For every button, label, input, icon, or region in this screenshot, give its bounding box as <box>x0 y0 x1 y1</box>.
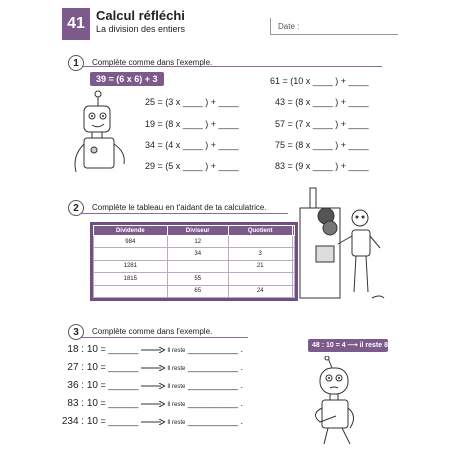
table-cell[interactable] <box>94 248 168 260</box>
col-dividende: Dividende <box>94 226 168 236</box>
robot-illustration-3 <box>306 356 372 446</box>
equals-sign: = <box>100 398 106 408</box>
division-expr: 36 : 10 <box>67 380 98 391</box>
equals-sign: = <box>100 344 106 354</box>
table-row <box>94 248 295 260</box>
exercise-3-badge: 3 <box>68 324 84 340</box>
date-label: Date : <box>278 22 300 31</box>
rest-blank[interactable]: __________ <box>187 362 238 372</box>
table-cell[interactable] <box>167 260 228 272</box>
table-header-row <box>94 226 295 236</box>
arrow-right-icon <box>141 347 165 353</box>
division-row-4 <box>56 398 243 409</box>
exercise-1-example: 39 = (6 x 6) + 3 <box>90 72 164 86</box>
period: . <box>240 344 243 354</box>
date-divider <box>270 18 271 34</box>
equals-sign: = <box>100 362 106 372</box>
eq-left-1[interactable]: 25 = (3 x ____ ) + ____ <box>145 97 239 107</box>
eq-left-4[interactable]: 29 = (5 x ____ ) + ____ <box>145 161 239 171</box>
rest-label: Il reste <box>167 348 186 354</box>
table-cell[interactable]: 34 <box>167 248 228 260</box>
page-subtitle: La division des entiers <box>96 24 186 34</box>
rest-label: Il reste <box>167 366 186 372</box>
table-row <box>94 273 295 285</box>
exercise-2-badge: 2 <box>68 200 84 216</box>
division-expr: 27 : 10 <box>67 362 98 373</box>
exercise-number: 41 <box>62 8 90 40</box>
page-title: Calcul réfléchi <box>96 8 185 23</box>
eq-right-2[interactable]: 43 = (8 x ____ ) + ____ <box>275 97 369 107</box>
table-row <box>94 236 295 248</box>
exercise-3-example: 48 : 10 = 4 ⟶ il reste 8. <box>308 339 388 352</box>
table-cell[interactable]: 65 <box>167 285 228 297</box>
rest-blank[interactable]: __________ <box>187 416 238 426</box>
table-cell[interactable]: 1281 <box>94 260 168 272</box>
rest-blank[interactable]: __________ <box>187 344 238 354</box>
section-divider-3 <box>78 337 248 338</box>
exercise-2-instruction: Complète le tableau en t'aidant de ta calculatrice. <box>92 203 267 212</box>
quotient-blank[interactable]: ______ <box>108 362 139 372</box>
arrow-right-icon <box>141 365 165 371</box>
division-row-1 <box>56 344 243 355</box>
division-row-3 <box>56 380 243 391</box>
period: . <box>240 380 243 390</box>
table-row <box>94 260 295 272</box>
exercise-1-instruction: Complète comme dans l'exemple. <box>92 58 213 67</box>
eq-right-1[interactable]: 61 = (10 x ____ ) + ____ <box>270 76 369 86</box>
period: . <box>240 362 243 372</box>
col-quotient: Quotient <box>228 226 292 236</box>
period: . <box>240 416 243 426</box>
rest-blank[interactable]: __________ <box>187 398 238 408</box>
quotient-blank[interactable]: ______ <box>108 416 139 426</box>
equals-sign: = <box>100 416 106 426</box>
eq-left-3[interactable]: 34 = (4 x ____ ) + ____ <box>145 140 239 150</box>
division-expr: 83 : 10 <box>67 398 98 409</box>
table-cell[interactable]: 55 <box>167 273 228 285</box>
table-cell[interactable]: 1815 <box>94 273 168 285</box>
arrow-right-icon <box>141 401 165 407</box>
eq-right-5[interactable]: 83 = (9 x ____ ) + ____ <box>275 161 369 171</box>
date-line[interactable] <box>270 34 398 35</box>
robot-illustration-2 <box>292 186 392 308</box>
rest-label: Il reste <box>167 402 186 408</box>
table-cell[interactable] <box>94 285 168 297</box>
division-expr: 18 : 10 <box>67 344 98 355</box>
exercise-3-instruction: Complète comme dans l'exemple. <box>92 327 213 336</box>
robot-illustration-1 <box>66 86 136 178</box>
table-cell[interactable]: 984 <box>94 236 168 248</box>
rest-label: Il reste <box>167 384 186 390</box>
exercise-1-badge: 1 <box>68 55 84 71</box>
quotient-blank[interactable]: ______ <box>108 344 139 354</box>
rest-label: Il reste <box>167 420 186 426</box>
section-divider-2 <box>78 213 288 214</box>
table-cell[interactable]: 21 <box>228 260 292 272</box>
period: . <box>240 398 243 408</box>
quotient-blank[interactable]: ______ <box>108 380 139 390</box>
table-cell[interactable] <box>228 236 292 248</box>
quotient-blank[interactable]: ______ <box>108 398 139 408</box>
division-expr: 234 : 10 <box>61 416 98 427</box>
arrow-right-icon <box>141 419 165 425</box>
col-diviseur: Diviseur <box>167 226 228 236</box>
equals-sign: = <box>100 380 106 390</box>
table-cell[interactable] <box>228 273 292 285</box>
eq-right-4[interactable]: 75 = (8 x ____ ) + ____ <box>275 140 369 150</box>
division-table <box>90 222 298 301</box>
arrow-right-icon <box>141 383 165 389</box>
table-cell[interactable]: 12 <box>167 236 228 248</box>
table-cell[interactable]: 24 <box>228 285 292 297</box>
table-row <box>94 285 295 297</box>
rest-blank[interactable]: __________ <box>187 380 238 390</box>
division-row-5 <box>56 416 243 427</box>
division-row-2 <box>56 362 243 373</box>
eq-right-3[interactable]: 57 = (7 x ____ ) + ____ <box>275 119 369 129</box>
eq-left-2[interactable]: 19 = (8 x ____ ) + ____ <box>145 119 239 129</box>
table-cell[interactable]: 3 <box>228 248 292 260</box>
